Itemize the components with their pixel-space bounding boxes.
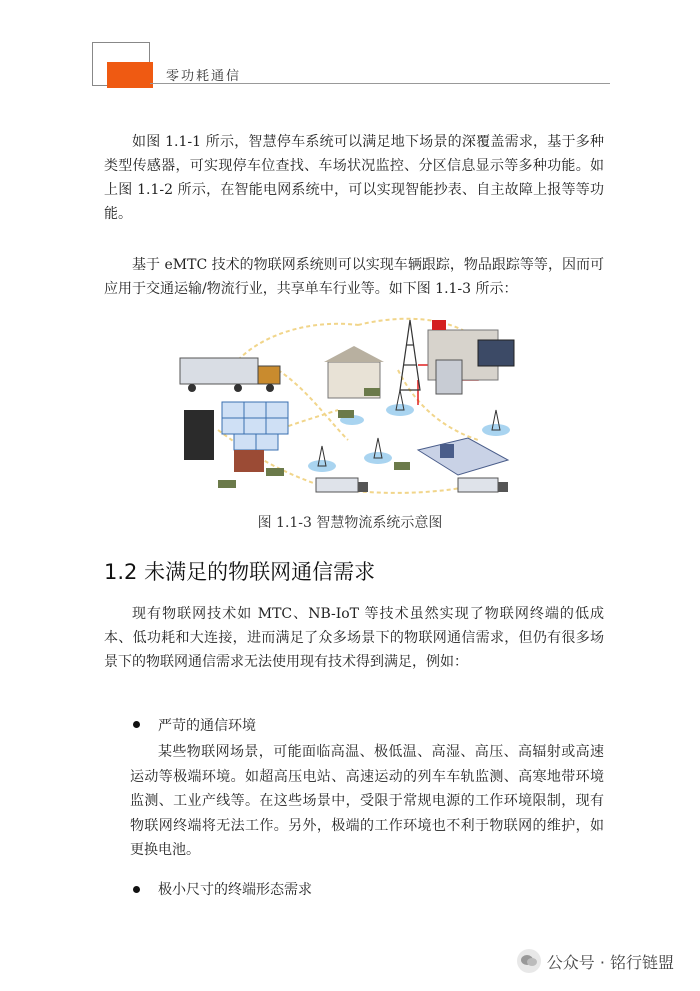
watermark-text: 公众号 · 铭行链盟 [546, 952, 674, 972]
bullet-title-2: 极小尺寸的终端形态需求 [158, 882, 312, 898]
bullet-dot-1 [133, 721, 140, 728]
bullet-body-1: 某些物联网场景，可能面临高温、极低温、高湿、高压、高辐射或高速运动等极端环境。如超高压电站、高速运动的列车车轨监测、高寒地带环境监测、工业产线等。在这些场景中，受限于常规电源的工作环境限制，现有物联网终端将无法工作。另外，极端的工作环境也不利于物联网的维护，如更换电池。 [130, 744, 604, 858]
section-heading: 1.2 未满足的物联网通信需求 [104, 560, 376, 584]
bullet-title-1: 严苛的通信环境 [158, 718, 256, 734]
running-header-title: 零功耗通信 [166, 69, 242, 84]
wechat-icon [517, 949, 541, 973]
section-intro-paragraph: 现有物联网技术如 MTC、NB-IoT 等技术虽然实现了物联网终端的低成本、低功耗和大连接，进而满足了众多场景下的物联网通信需求，但仍有很多场景下的物联网通信需求无法使用现有技术得到满足，例如： [104, 606, 604, 670]
watermark [517, 949, 674, 973]
paragraph-1: 如图 1.1-1 所示，智慧停车系统可以满足地下场景的深覆盖需求，基于多种类型传感器，可实现停车位查找、车场状况监控、分区信息显示等多种功能。如上图 1.1-2 所示，在智能电网系统中，可以实现智能抄表、自主故障上报等等功能。 [104, 134, 604, 222]
paragraph-2: 基于 eMTC 技术的物联网系统则可以实现车辆跟踪，物品跟踪等等，因而可应用于交通运输/物流行业，共享单车行业等。如下图 1.1-3 所示： [104, 257, 604, 297]
bullet-dot-2 [133, 886, 140, 893]
figure-caption: 图 1.1-3 智慧物流系统示意图 [257, 515, 443, 531]
header-accent-block [107, 62, 153, 88]
logistics-system-diagram [178, 310, 522, 498]
